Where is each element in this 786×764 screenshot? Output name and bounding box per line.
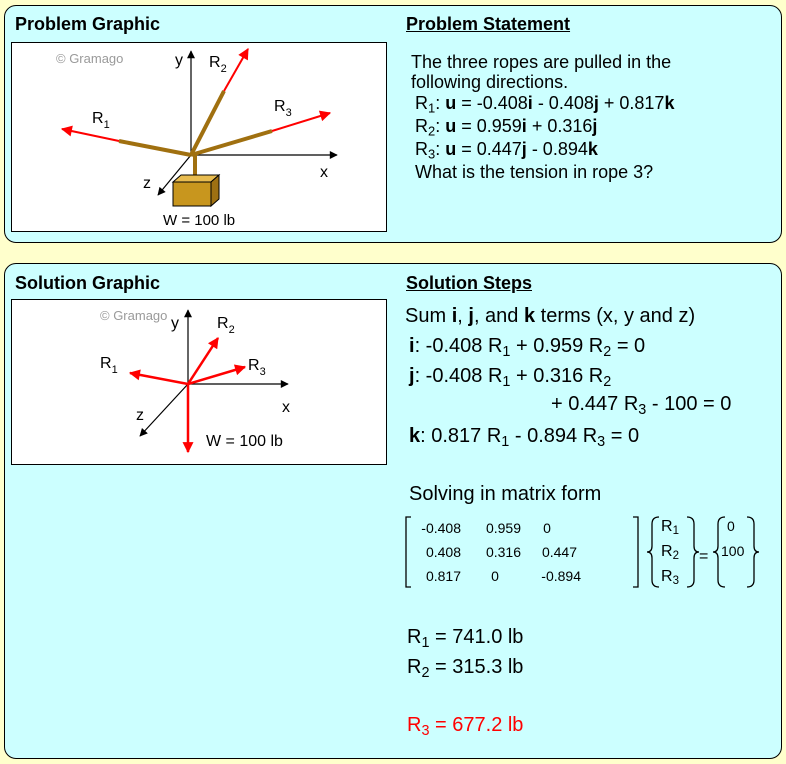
- copyright-text: © Gramago: [56, 51, 124, 66]
- solution-graphic-title: Solution Graphic: [15, 273, 161, 293]
- problem-graphic-title: Problem Graphic: [15, 14, 161, 34]
- y-label: y: [171, 315, 179, 332]
- rope-r1-brown: [119, 141, 191, 155]
- matrix-cell: 0.959: [485, 520, 521, 536]
- r2-label: $R_2$: [209, 54, 227, 75]
- x-label: x: [282, 399, 290, 416]
- matrix-cell: 0: [491, 568, 499, 584]
- statement-line-1: The three ropes are pulled in the: [411, 52, 672, 72]
- matrix-equals: =: [699, 548, 709, 565]
- r3-label: $R_3$: [248, 357, 266, 378]
- solution-graphic: [11, 299, 387, 465]
- r1-label: $R_1$: [92, 110, 110, 131]
- statement-r1: $R_1$: u = -0.408i - 0.408j + 0.817k: [415, 93, 675, 116]
- equation-j-continued: + 0.447 $R_3 - 100 = 0$: [551, 393, 732, 419]
- weight-label: W = 100 lb: [163, 212, 236, 229]
- r2-label: $R_2$: [217, 315, 235, 336]
- result-r1: $R_1 = 741.0$ lb: [407, 626, 524, 652]
- statement-r3: $R_3$: u = 0.447j - 0.894k: [415, 139, 598, 162]
- problem-diagram: [12, 43, 388, 233]
- matrix-title: Solving in matrix form: [409, 483, 602, 505]
- x-label: x: [320, 164, 328, 181]
- sum-terms-line: Sum i, j, and k terms (x, y and z): [405, 305, 696, 327]
- r3-label: $R_3$: [274, 98, 292, 119]
- problem-statement-title: Problem Statement: [406, 14, 571, 34]
- statement-line-2: following directions.: [411, 72, 569, 92]
- problem-graphic: [11, 42, 387, 232]
- unknown-r2: $R_2$: [661, 543, 679, 563]
- unknown-r1: $R_1$: [661, 518, 679, 538]
- statement-question: What is the tension in rope 3?: [415, 162, 654, 182]
- rope-r2-arrow: [224, 49, 248, 91]
- equation-j: j: -0.408 $R_1 + 0.316$ $R_2$: [409, 365, 612, 391]
- copyright-text: © Gramago: [100, 308, 168, 323]
- z-axis: [140, 384, 188, 436]
- matrix-cell: 0.316: [485, 544, 521, 560]
- r1-vector: [130, 373, 188, 384]
- weight-box-front: [173, 182, 211, 206]
- weight-label: W = 100 lb: [206, 433, 283, 450]
- rhs-cell: 100: [721, 543, 745, 559]
- matrix-cell: 0.408: [425, 544, 461, 560]
- matrix-cell: -0.894: [541, 568, 581, 584]
- r1-label: $R_1$: [100, 355, 118, 376]
- rhs-cell: 0: [727, 518, 735, 534]
- result-r2: $R_2 = 315.3$ lb: [407, 656, 524, 682]
- matrix-cell: 0.447: [541, 544, 577, 560]
- matrix-cell: 0: [543, 520, 551, 536]
- solution-steps-title: Solution Steps: [406, 273, 532, 293]
- matrix-cell: -0.408: [421, 520, 461, 536]
- unknown-r3: $R_3$: [661, 568, 679, 588]
- statement-r2: $R_2$: u = 0.959i + 0.316j: [415, 116, 598, 139]
- rope-r3-arrow: [272, 113, 330, 131]
- equation-i: i: -0.408 $R_1 + 0.959$ $R_2 = 0$: [409, 335, 646, 361]
- matrix-cell: 0.817: [425, 568, 461, 584]
- result-r3-answer: $R_3 = 677.2$ lb: [407, 714, 524, 740]
- solution-panel: [4, 263, 782, 759]
- solution-diagram: [12, 300, 388, 466]
- z-label: z: [143, 175, 151, 192]
- z-label: z: [136, 407, 144, 424]
- y-label: y: [175, 52, 183, 69]
- equation-k: k: 0.817 $R_1 - 0.894$ $R_3 = 0$: [409, 425, 640, 451]
- problem-panel: [4, 5, 782, 243]
- rope-r1-arrow: [62, 129, 119, 141]
